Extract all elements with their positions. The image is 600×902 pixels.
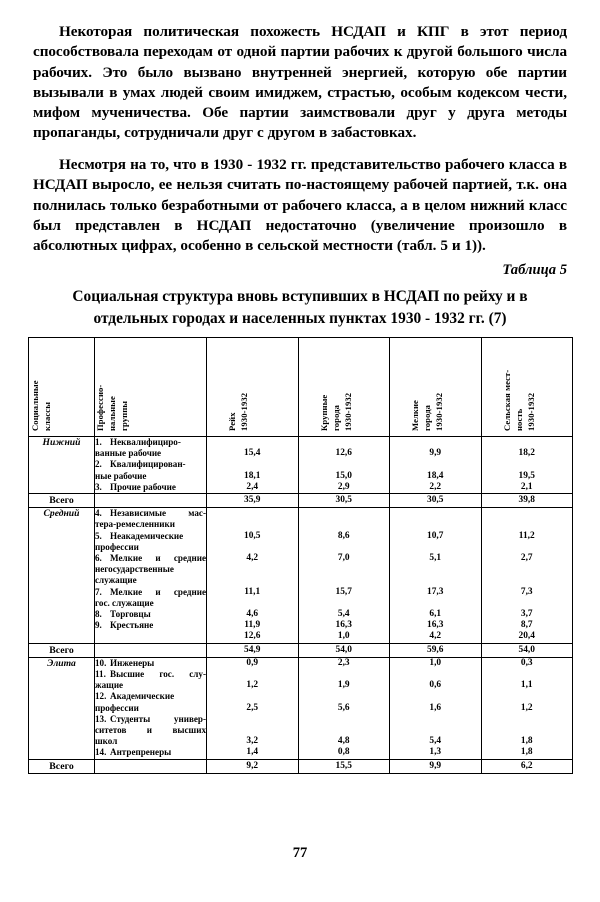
value-cell-rural bbox=[481, 508, 573, 643]
value: 1,6 bbox=[429, 702, 442, 713]
value: 5,4 bbox=[337, 609, 350, 620]
value: 1,1 bbox=[520, 680, 533, 691]
profession-item-line: 11. Высшие гос. слу- bbox=[95, 669, 206, 680]
header-professional-groups-rotated bbox=[95, 339, 206, 431]
value: 16,3 bbox=[427, 620, 444, 631]
total-label: Всего bbox=[29, 759, 95, 773]
value-cell-small-cities bbox=[390, 437, 482, 494]
value: 15,0 bbox=[335, 470, 352, 481]
header-reich-rotated bbox=[207, 339, 298, 431]
value-cell-small-cities bbox=[390, 508, 482, 643]
value-cell-rural bbox=[481, 437, 573, 494]
table-row bbox=[29, 437, 573, 494]
total-value-rural: 54,0 bbox=[481, 643, 573, 657]
header-line: 1930-1932 bbox=[525, 392, 536, 431]
profession-item-line: 8. Торговцы bbox=[95, 609, 151, 620]
value: 9,9 bbox=[429, 448, 442, 459]
header-line: Сельская мест- bbox=[501, 369, 512, 431]
value: 1,0 bbox=[429, 657, 442, 668]
value: 2,7 bbox=[520, 553, 533, 564]
header-line: группы bbox=[119, 400, 129, 431]
header-line: Социальные bbox=[30, 380, 40, 431]
total-empty-cell bbox=[95, 643, 207, 657]
item-number: 5. bbox=[95, 530, 102, 541]
value: 16,3 bbox=[335, 620, 352, 631]
header-rural-rotated bbox=[482, 339, 573, 431]
table-header-row bbox=[29, 338, 573, 437]
total-empty-cell bbox=[95, 759, 207, 773]
value: 4,2 bbox=[246, 553, 259, 564]
value: 18,1 bbox=[244, 470, 261, 481]
item-number: 12. bbox=[95, 691, 107, 702]
item-number: 9. bbox=[95, 620, 102, 631]
profession-item-line: служащие bbox=[95, 575, 137, 586]
header-big-cities bbox=[298, 338, 390, 437]
header-line: Крупные bbox=[318, 394, 329, 431]
value: 12,6 bbox=[244, 631, 261, 642]
value: 15,4 bbox=[244, 448, 261, 459]
profession-item-line: 2. Квалифицирован- bbox=[95, 459, 186, 470]
value: 20,4 bbox=[518, 631, 535, 642]
value-cell-big-cities bbox=[298, 437, 390, 494]
total-value-reich: 9,2 bbox=[207, 759, 299, 773]
value: 11,1 bbox=[244, 586, 261, 597]
header-line: 1930-1932 bbox=[342, 392, 353, 431]
item-number: 11. bbox=[95, 669, 106, 680]
profession-item-line: 13. Студенты универ- bbox=[95, 713, 206, 724]
paragraph-block-1 bbox=[33, 22, 567, 144]
header-line: города bbox=[422, 404, 432, 431]
header-professional-groups bbox=[95, 338, 207, 437]
value: 1,8 bbox=[520, 736, 533, 747]
value: 4,2 bbox=[429, 631, 442, 642]
profession-item-line: 3. Прочие рабочие bbox=[95, 481, 176, 492]
value-cell-reich bbox=[207, 657, 299, 759]
item-number: 7. bbox=[95, 586, 102, 597]
profession-item-line: негосударственные bbox=[95, 564, 174, 575]
value: 1,9 bbox=[337, 680, 350, 691]
total-value-big-cities: 30,5 bbox=[298, 494, 390, 508]
value: 2,2 bbox=[429, 481, 442, 492]
profession-item-line: 5. Неакадемические bbox=[95, 530, 184, 541]
header-line: города bbox=[330, 404, 341, 431]
value: 1,4 bbox=[246, 747, 259, 758]
value: 0,6 bbox=[429, 680, 442, 691]
total-value-small-cities: 9,9 bbox=[390, 759, 482, 773]
value: 4,8 bbox=[337, 736, 350, 747]
total-value-rural: 39,8 bbox=[481, 494, 573, 508]
header-line: нальные bbox=[107, 396, 117, 431]
profession-group-cell bbox=[95, 437, 207, 494]
value: 8,6 bbox=[337, 530, 350, 541]
value-cell-big-cities bbox=[298, 657, 390, 759]
value: 10,7 bbox=[427, 530, 444, 541]
table-number-label: Таблица 5 bbox=[502, 262, 567, 278]
table-title-line-1: Социальная структура вновь вступивших в НСДАП по рейху и в bbox=[72, 288, 528, 305]
total-value-rural: 6,2 bbox=[481, 759, 573, 773]
value: 2,1 bbox=[520, 481, 533, 492]
value: 8,7 bbox=[520, 620, 533, 631]
total-label: Всего bbox=[29, 643, 95, 657]
header-big-cities-rotated bbox=[299, 339, 390, 431]
value: 2,5 bbox=[246, 702, 259, 713]
item-number: 8. bbox=[95, 609, 102, 620]
social-class-label: Нижний bbox=[29, 437, 95, 494]
value: 0,3 bbox=[520, 657, 533, 668]
item-number: 3. bbox=[95, 481, 102, 492]
value: 1,2 bbox=[246, 680, 259, 691]
profession-item-line: тера-ремесленники bbox=[95, 519, 175, 530]
total-value-reich: 35,9 bbox=[207, 494, 299, 508]
table-body bbox=[29, 437, 573, 774]
total-value-small-cities: 30,5 bbox=[390, 494, 482, 508]
table-total-row bbox=[29, 759, 573, 773]
value: 18,4 bbox=[427, 470, 444, 481]
item-number: 14. bbox=[95, 747, 107, 758]
profession-item-line: 4. Независимые мас- bbox=[95, 508, 206, 519]
total-empty-cell bbox=[95, 494, 207, 508]
value-cell-reich bbox=[207, 508, 299, 643]
header-line: 1930-1932 bbox=[239, 392, 249, 431]
value: 1,3 bbox=[429, 747, 442, 758]
value: 2,4 bbox=[246, 481, 259, 492]
header-social-classes-rotated bbox=[29, 339, 94, 431]
paragraph-2: Несмотря на то, что в 1930 - 1932 гг. представительство рабочего класса в НСДАП выросло, ее нельзя считать по-настоящему рабочей партией, т.к. она полнилась только безработными от рабочего класса, а в целом нижний класс был представлен в НСДАП недостаточно (увеличение произошло в абсолютных цифрах, особенно в сельской местности (табл. 5 и 1)). bbox=[33, 156, 567, 255]
table-title-line-2: отдельных городах и населенных пунктах 1930 - 1932 гг. (7) bbox=[93, 310, 507, 327]
header-rural bbox=[481, 338, 573, 437]
header-small-cities-rotated bbox=[390, 339, 481, 431]
value: 19,5 bbox=[518, 470, 535, 481]
value: 2,3 bbox=[337, 657, 350, 668]
value-cell-big-cities bbox=[298, 508, 390, 643]
profession-item-line: гос. служащие bbox=[95, 597, 154, 608]
value: 0,8 bbox=[337, 747, 350, 758]
item-number: 10. bbox=[95, 657, 107, 668]
profession-group-cell bbox=[95, 508, 207, 643]
profession-item-line: 14. Антрепренеры bbox=[95, 747, 172, 758]
profession-item-line: жащие bbox=[95, 680, 124, 691]
profession-item-line: 1. Неквалифициро- bbox=[95, 437, 181, 447]
profession-group-cell bbox=[95, 657, 207, 759]
table-row bbox=[29, 508, 573, 643]
value: 7,0 bbox=[337, 553, 350, 564]
profession-item-line: 10. Инженеры bbox=[95, 657, 155, 668]
social-class-label: Элита bbox=[29, 657, 95, 759]
table-total-row bbox=[29, 494, 573, 508]
value: 6,1 bbox=[429, 609, 442, 620]
value: 11,2 bbox=[518, 530, 535, 541]
value: 5,4 bbox=[429, 736, 442, 747]
table-title bbox=[50, 286, 550, 330]
header-line: Мелкие bbox=[410, 400, 420, 431]
value: 4,6 bbox=[246, 609, 259, 620]
value: 17,3 bbox=[427, 586, 444, 597]
value: 1,2 bbox=[520, 702, 533, 713]
total-value-small-cities: 59,6 bbox=[390, 643, 482, 657]
value: 3,2 bbox=[246, 736, 259, 747]
profession-item-line: ванные рабочие bbox=[95, 448, 162, 459]
social-structure-table bbox=[28, 337, 573, 774]
total-value-big-cities: 54,0 bbox=[298, 643, 390, 657]
value: 3,7 bbox=[520, 609, 533, 620]
item-number: 4. bbox=[95, 508, 102, 519]
value: 0,9 bbox=[246, 657, 259, 668]
value-cell-small-cities bbox=[390, 657, 482, 759]
item-number: 1. bbox=[95, 437, 102, 447]
item-number: 2. bbox=[95, 459, 102, 470]
paragraph-block-2 bbox=[33, 155, 567, 256]
table-row bbox=[29, 657, 573, 759]
header-line: 1930-1932 bbox=[434, 392, 444, 431]
value: 1,8 bbox=[520, 747, 533, 758]
total-value-reich: 54,9 bbox=[207, 643, 299, 657]
item-number: 13. bbox=[95, 713, 107, 724]
profession-item-line: 6. Мелкие и средние bbox=[95, 553, 206, 564]
header-line: Рейх bbox=[227, 412, 237, 431]
value: 15,7 bbox=[335, 586, 352, 597]
table-header bbox=[29, 338, 573, 437]
total-value-big-cities: 15,5 bbox=[298, 759, 390, 773]
header-line: Профессио- bbox=[95, 384, 105, 431]
value: 5,6 bbox=[337, 702, 350, 713]
item-number: 6. bbox=[95, 553, 102, 564]
profession-item-line: школ bbox=[95, 736, 118, 747]
profession-item-line: профессии bbox=[95, 541, 139, 552]
page-number: 77 bbox=[292, 845, 308, 861]
profession-item-line: 9. Крестьяне bbox=[95, 620, 154, 631]
profession-item-line: 12. Академические bbox=[95, 691, 175, 702]
value: 1,0 bbox=[337, 631, 350, 642]
value: 10,5 bbox=[244, 530, 261, 541]
header-reich bbox=[207, 338, 299, 437]
profession-item-line: профессии bbox=[95, 702, 139, 713]
statistics-table-wrapper bbox=[28, 337, 572, 774]
value-cell-reich bbox=[207, 437, 299, 494]
paragraph-1: Некоторая политическая похожесть НСДАП и КПГ в этот период способствовала переходам от одной партии рабочих к другой большого числа рабочих. Это было вызвано внутренней энергией, которую обе партии вызывали в умах людей своим имиджем, страстью, особым кодексом чести, мифом мученичества. Обе партии заимствовали друг у друга методы пропаганды, сотрудничали друг с другом в забастовках. bbox=[33, 23, 567, 142]
header-social-classes bbox=[29, 338, 95, 437]
profession-item-line bbox=[95, 631, 206, 642]
header-small-cities bbox=[390, 338, 482, 437]
profession-item-line: ные рабочие bbox=[95, 470, 147, 481]
value: 7,3 bbox=[520, 586, 533, 597]
profession-item-line: ситетов и высших bbox=[95, 725, 206, 736]
value-cell-rural bbox=[481, 657, 573, 759]
value: 2,9 bbox=[337, 481, 350, 492]
social-class-label: Средний bbox=[29, 508, 95, 643]
profession-item-line: 7. Мелкие и средние bbox=[95, 586, 206, 597]
table-total-row bbox=[29, 643, 573, 657]
value: 12,6 bbox=[335, 448, 352, 459]
value: 5,1 bbox=[429, 553, 442, 564]
header-line: ность bbox=[513, 408, 524, 431]
total-label: Всего bbox=[29, 494, 95, 508]
value: 11,9 bbox=[244, 620, 261, 631]
value: 18,2 bbox=[518, 448, 535, 459]
header-line: классы bbox=[42, 401, 52, 431]
